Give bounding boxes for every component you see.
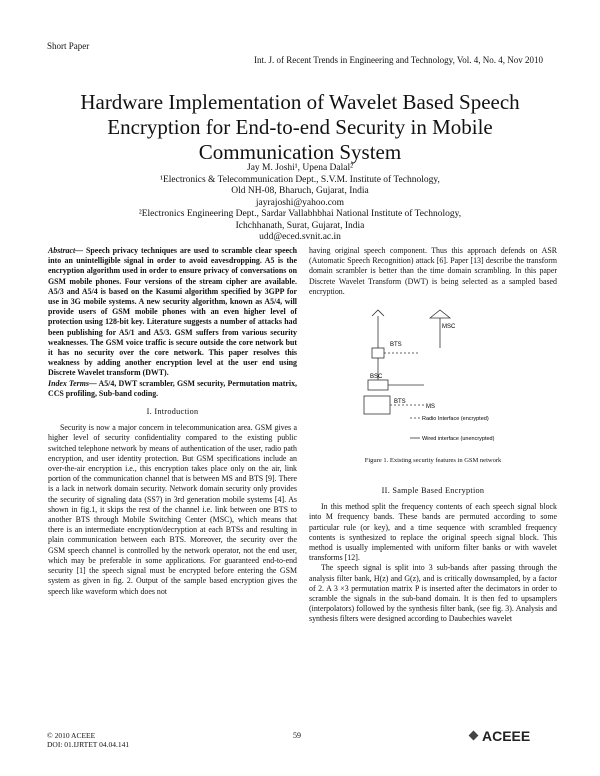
index-terms-text: A5/4, DWT scrambler, GSM security, Permutation matrix, CCS profiling, Sub-band coding.	[48, 378, 297, 398]
abstract	[48, 246, 297, 379]
bts-bottom-label: BTS	[394, 399, 406, 405]
logo-mark-icon	[469, 731, 479, 741]
email-1: jayrajoshi@yahoo.com	[255, 197, 345, 208]
footer-left	[47, 731, 129, 749]
index-terms-label: Index Terms—	[48, 378, 97, 388]
msc-label: MSC	[442, 324, 456, 330]
antenna-top-icon	[372, 310, 384, 316]
index-terms	[48, 379, 297, 399]
introduction-paragraph: Security is now a major concern in telecommunication area. GSM gives a higher level of security confidentiality compared to the existing public switched telephone network by means of authentication of the user, radio path encryption, and user identity protection. But GSM specifications include an over-the-air encryption i.e., this encryption takes place only on the air, link portion of the communication channel that is between MS and BTS [9]. There is a lack in network domain security. Network domain security only provides the security of signaling data (SS7) in 3rd generation mobile systems [4]. As shown in fig.1, it skips the rest of the channel i.e. link between one BTS to another BTS through Mobile Switching Center (MSC), which means that there is an intermediate encryption/decryption at each BTSs and resulting in plain communication between each BTS. Moreover, the security over the GSM speech channel is controlled by the network operator, not the end user, which may be preferable in some applications. For guaranteed end-to-end security [1] the speech signal must be encrypted before entering the GSM system as given in fig. 2. Output of the sample based encryption gives the speech like waveform which does not	[48, 423, 297, 596]
section-heading-sample-based-encryption: II. Sample Based Encryption	[381, 486, 485, 495]
bsc-box	[368, 380, 388, 390]
author-block	[60, 163, 540, 244]
aceee-logo	[470, 728, 530, 744]
right-intro-paragraph: having original speech component. Thus this approach defends on ASR (Automatic Speech Recognition) attack [6]. Paper [13] describe the transform domain scrambler is better than the time domain scrambling. In this paper Discrete Wavelet Transform (DWT) is being selected as a sampled based encryption.	[309, 246, 557, 296]
copyright: © 2010 ACEEE	[47, 731, 96, 740]
address-2: Ichchhanath, Surat, Gujarat, India	[235, 220, 365, 231]
legend-wired-label: Wired interface (unencrypted)	[422, 436, 495, 442]
bts-top-label: BTS	[390, 342, 402, 348]
page-number: 59	[293, 731, 301, 740]
figure-1-caption: Figure 1. Existing security features in GSM network	[364, 457, 502, 464]
affiliation-1: ¹Electronics & Telecommunication Dept., S.V.M. Institute of Technology,	[160, 174, 440, 185]
bsc-label: BSC	[370, 374, 383, 380]
section2-paragraph-2: The speech signal is split into 3 sub-bands after passing through the analysis filter bank, H(z) and G(z), and is critically downsampled, by a factor of 2. A 3 ×3 permutation matrix P is inserted after the decimators in order to scramble the signals in the sub-band domain. It is then fed to upsamplers (interpolators) followed by the synthesis filter bank, (see fig. 3). Analysis and synthesis filters were designed according to Daubechies wavelet	[309, 563, 557, 624]
author-names: Jay M. Joshi¹, Upena Dalal²	[247, 163, 353, 173]
legend-radio-label: Radio Interface (encrypted)	[422, 416, 489, 422]
abstract-text: Speech privacy techniques are used to scramble clear speech into an unintelligible signal in order to avoid eavesdropping. A5 is the encryption algorithm used in order to ensure privacy of conversations on GSM mobile phones. Four versions of the stream cipher are available. A5/3 and A5/4 is based on the Kasumi algorithm specified by 3GPP for use in 3G mobile systems. A new security algorithm, known as A5/4, will provide users of GSM mobile phones with an even higher level of protection using 128-bit key. Literature suggests a number of attacks had been publishing for A5/1 and A5/3. GSM suffers from various security weaknesses. The GSM voice traffic is secure outside the core network but it has no security over the core network. This paper resolves this weakness by adding another encryption level at the user end using Discrete Wavelet transform (DWT).	[48, 246, 297, 378]
figure-1-gsm-security-diagram	[360, 308, 510, 454]
right-column	[309, 246, 557, 297]
running-header-left: Short Paper	[47, 41, 90, 51]
address-1: Old NH-08, Bharuch, Gujarat, India	[231, 186, 369, 196]
abstract-label: Abstract—	[48, 246, 84, 255]
msc-icon	[430, 310, 450, 318]
right-column-lower	[309, 478, 557, 625]
ms-label: MS	[426, 404, 435, 410]
logo-text: ACEEE	[482, 728, 531, 744]
section-heading-introduction: I. Introduction	[146, 407, 199, 417]
affiliation-2: ²Electronics Engineering Dept., Sardar Vallabhbhai National Institute of Technology,	[138, 209, 462, 219]
left-column	[48, 246, 297, 597]
bts-box-top	[372, 348, 384, 358]
running-header-right: Int. J. of Recent Trends in Engineering and Technology, Vol. 4, No. 4, Nov 2010	[253, 55, 543, 65]
section2-paragraph-1: In this method split the frequency contents of each speech signal block into M frequency bands. These bands are permuted according to some particular rule (or key), and a time sequence with scrambled frequency contents is synthesized to replace the original speech signal block. This method is usually implemented with uniform filter banks or with wavelet transforms [12].	[309, 502, 557, 563]
email-2: udd@eced.svnit.ac.in	[259, 232, 341, 242]
doi: DOI: 01.IJRTET 04.04.141	[47, 740, 130, 749]
bts-box-bottom	[364, 396, 390, 414]
paper-title: Hardware Implementation of Wavelet Based Speech Encryption for End-to-end Security in Mobile Communication System	[80, 90, 520, 164]
